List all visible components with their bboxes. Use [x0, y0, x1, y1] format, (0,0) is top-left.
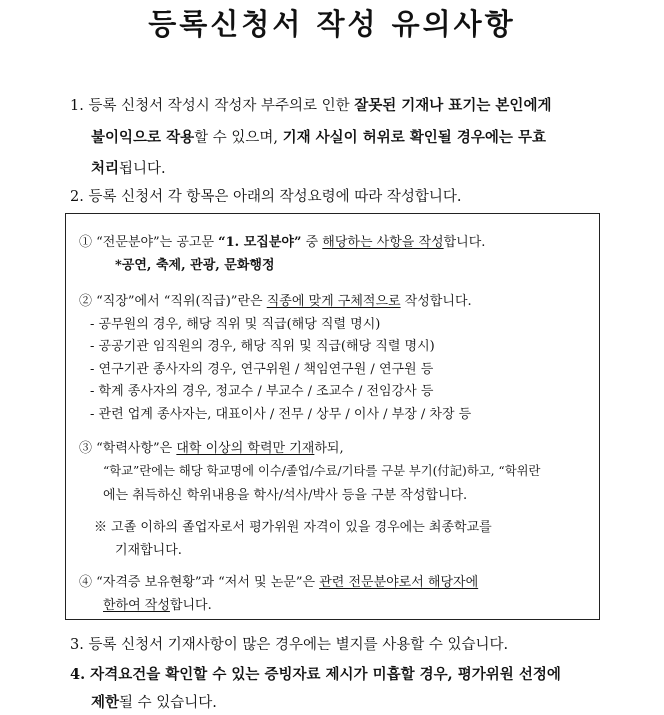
item-4-line-2: 제한될 수 있습니다.	[91, 694, 217, 711]
title-word-1: 등록신청서	[148, 7, 304, 41]
section-2-list-item: - 공무원의 경우, 해당 직위 및 직급(해당 직렬 명시)	[90, 317, 381, 332]
page-title	[0, 2, 664, 43]
title-word-3: 유의사항	[391, 7, 516, 41]
item-1-line-2: 불이익으로 작용할 수 있으며, 기재 사실이 허위로 확인될 경우에는 무효	[91, 129, 546, 146]
title-word-2: 작성	[316, 7, 379, 41]
section-2-list-item: - 학계 종사자의 경우, 정교수 / 부교수 / 조교수 / 전임강사 등	[90, 384, 434, 399]
item-1-line-3: 처리됩니다.	[91, 160, 166, 177]
section-2-list-item: - 연구기관 종사자의 경우, 연구위원 / 책임연구원 / 연구원 등	[90, 362, 434, 377]
section-4-line: ④ “자격증 보유현황”과 “저서 및 논문”은 관련 전문분야로서 해당자에	[79, 575, 479, 590]
item-4-line-1: 4. 자격요건을 확인할 수 있는 증빙자료 제시가 미흡할 경우, 평가위원 선정에	[70, 666, 561, 683]
section-3-line-3: 에는 취득하신 학위내용을 학사/석사/박사 등을 구분 작성합니다.	[103, 488, 468, 503]
section-3-line-2: “학교”란에는 해당 학교명에 이수/졸업/수료/기타를 구분 부기(付記)하고, “학위란	[103, 464, 541, 478]
section-3-note-line-1: ※ 고졸 이하의 졸업자로서 평가위원 자격이 있을 경우에는 최종학교를	[94, 520, 492, 535]
guidelines-box	[65, 213, 600, 620]
section-4-line-2: 한하여 작성합니다.	[103, 598, 212, 613]
section-3-line: ③ “학력사항”은 대학 이상의 학력만 기재하되,	[79, 441, 344, 456]
section-2-list-item: - 공공기관 임직원의 경우, 해당 직위 및 직급(해당 직렬 명시)	[90, 339, 435, 354]
section-1-note: *공연, 축제, 관광, 문화행정	[115, 258, 275, 273]
section-2-line: ② “직장”에서 “직위(직급)”란은 직종에 맞게 구체적으로 작성합니다.	[79, 294, 472, 309]
section-3-note-line-2: 기재합니다.	[115, 543, 182, 558]
item-2: 2. 등록 신청서 각 항목은 아래의 작성요령에 따라 작성합니다.	[70, 189, 462, 205]
item-3: 3. 등록 신청서 기재사항이 많은 경우에는 별지를 사용할 수 있습니다.	[70, 637, 509, 653]
section-1-line: ① “전문분야”는 공고문 “1. 모집분야” 중 해당하는 사항을 작성합니다.	[79, 235, 486, 250]
section-2-list-item: - 관련 업계 종사자는, 대표이사 / 전무 / 상무 / 이사 / 부장 / 차장 등	[90, 407, 472, 422]
item-1-line-1: 1. 등록 신청서 작성시 작성자 부주의로 인한 잘못된 기재나 표기는 본인에게	[70, 97, 552, 114]
item-1-emphasis: 잘못된 기재나 표기는 본인에게	[354, 97, 552, 114]
